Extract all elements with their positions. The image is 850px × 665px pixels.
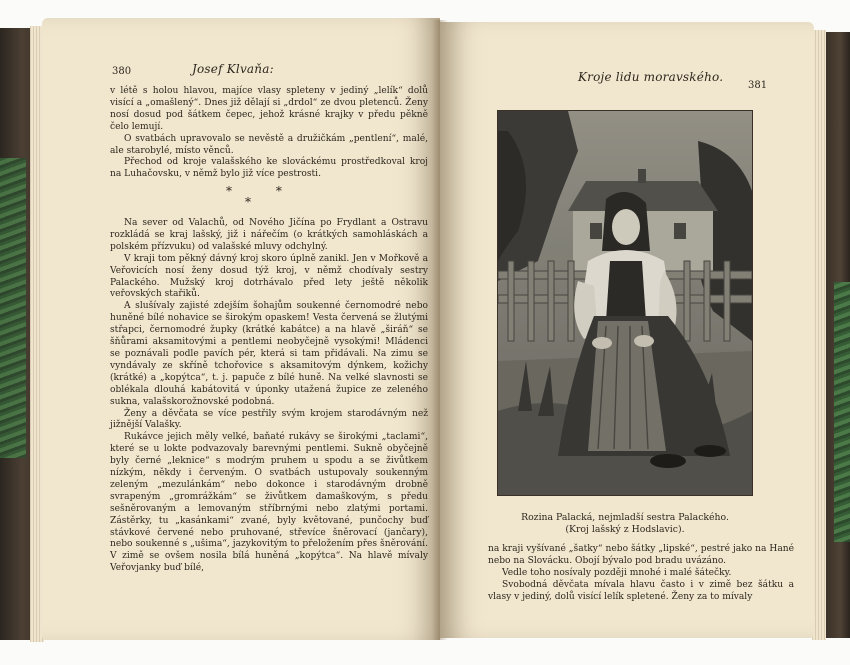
right-cover-cloth <box>834 282 850 542</box>
right-cover-board <box>826 32 850 638</box>
right-paragraph-2: Vedle toho nosívaly později mnohé i malé šátečky. <box>502 567 732 578</box>
right-paragraph-1: na kraji vyšívané „šatky“ nebo šátky „lipské“, pestré jako na Hané nebo na Slovácku. Obojí bývalo pod bradu uvázáno. <box>488 544 794 566</box>
right-text <box>488 544 794 604</box>
left-paragraph-4: Na sever od Valachů, od Nového Jičína po Frydlant a Ostravu rozkládá se kraj lašský, již i nářečím (o krátkých samohláskách a polském přízvuku) od valašské mluvy odchylný. <box>110 218 428 252</box>
left-paragraph-7: Ženy a děvčata se více pestřily svým krojem starodávným než jižnější Valašky. <box>110 408 428 431</box>
right-page-edges <box>812 30 826 640</box>
left-paragraph-5: V kraji tom pěkný dávný kroj skoro úplně zanikl. Jen v Mořkově a Veřovicích nosí ženy dosud týž kroj, v němž chodívaly sestry Palackého. Mužský kroj dotrhávalo před lety ještě několik veřovských stařiků. <box>110 253 428 300</box>
left-text-bottom <box>110 218 428 575</box>
caption-line-2: (Kroj lašský z Hodslavic). <box>565 524 685 535</box>
section-separator-bottom: * <box>245 195 251 209</box>
right-page-number: 381 <box>748 80 768 91</box>
portrait-caption <box>500 512 750 536</box>
caption-line-1: Rozina Palacká, nejmladší sestra Palackého. <box>521 512 729 523</box>
left-cover-cloth <box>0 158 26 458</box>
portrait-illustration <box>498 111 752 495</box>
left-page <box>42 18 440 640</box>
right-page <box>440 22 814 638</box>
left-page-number: 380 <box>112 66 132 77</box>
left-paragraph-3: Přechod od kroje valašského ke slováckému prostředkoval kroj na Luhačovsku, v němž bylo již více pestrosti. <box>110 157 428 180</box>
left-text-top <box>110 86 428 181</box>
section-separator-top: * * <box>226 184 282 198</box>
right-paragraph-3: Svobodná děvčata mívala hlavu často i v zimě bez šátku a vlasy v jediný, dolů visící lelík spletené. Ženy za to mívaly <box>488 579 794 602</box>
left-paragraph-8: Rukávce jejich měly velké, baňaté rukávy se širokými „taclami“, které se u lokte podvazovaly barevnými pentlemi. Sukně obyčejně byly černé „leknice“ s modrým pruhem u spodu a se živůtkem nízkým, někdy i červeným. O svatbách ustupovaly soukenným zeleným „mezulánkám“ nebo dokonce i starodávným drobně svrapeným „gromrážkám“ se živůtkem damaškovým, s předu sešněrovaným a lemovaným stříbrnými nebo zlatými portami. Zástěrky, tu „kasánkami“ zvané, byly květované, punčochy buď stávkové červené nebo pruhované, střevíce šněrovací (jančary), nebo soukenné s „ušima“, jazykovitým to přeložením přes šněrování. V zimě se ovšem nosila bílá huněná „kopýtca“. Na hlavě mívaly Veřovjanky buď bílé, <box>110 432 428 574</box>
left-running-head: Josef Klvaňa: <box>192 62 274 76</box>
portrait-photograph <box>497 110 753 496</box>
right-running-head: Kroje lidu moravského. <box>578 70 724 84</box>
left-paragraph-1: v létě s holou hlavou, majíce vlasy spleteny v jediný „lelík“ dolů visící a „omašlený“. Dnes již dělají si „drdol“ ze dvou pletenců. Ženy nosí dosud pod šátkem čepec, jehož krásné krajky v předu pěkně čelo lemují. <box>110 86 428 132</box>
left-paragraph-2: O svatbách upravovalo se nevěstě a družičkám „pentlení“, malé, ale starobylé, místo věnců. <box>110 133 428 156</box>
left-paragraph-6: A slušívaly zajisté zdejším šohajům soukenné černomodré nebo huněné bílé nohavice se širokým opaskem! Vesta červená se žlutými střapci, černomodré župky (krátké kabátce) a na hlavě „širáň“ se šňůrami aksamitovými a pentlemi neobyčejně vysokými! Mládenci se poznávali podle pavích pér, která si tam přidávali. Na zimu se vyndávaly ze skříně tchořovice s aksamitovým dýnkem, kožichy (krátké) a „kopýtca“, t. j. papuče z bílé huně. Na velké slavnosti se oblékala dlouhá kabátovitá v úponky utažená župice ze zeleného sukna, valašskorožnovské podobná. <box>110 301 428 407</box>
